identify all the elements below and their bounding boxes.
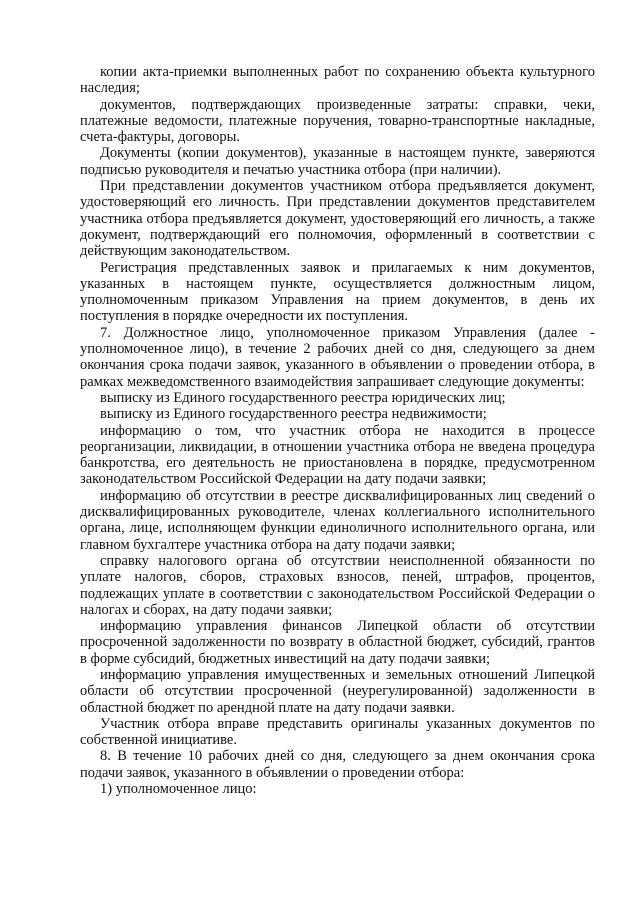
paragraph-14: Участник отбора вправе представить оригиналы указанных документов по собственной инициативе.	[80, 715, 595, 749]
paragraph-15: 8. В течение 10 рабочих дней со дня, следующего за днем окончания срока подачи заявок, указанного в объявлении о проведении отбора:	[80, 748, 595, 781]
paragraph-9: информацию о том, что участник отбора не находится в процессе реорганизации, ликвидации, в отношении участника отбора не введена процедура банкротства, его деятельность не приостановлена в порядке, предусмотренном законодательством Российской Федерации на дату подачи заявки;	[80, 422, 595, 488]
paragraph-4: При представлении документов участником отбора предъявляется документ, удостоверяющий его личность. При представлении документов представителем участника отбора предъявляется документ, удостоверяющий его личность, а также документ, подтверждающий его полномочия, оформленный в соответствии с действующим законодательством.	[80, 178, 595, 260]
paragraph-6: 7. Должностное лицо, уполномоченное приказом Управления (далее - уполномоченное лицо), в течение 2 рабочих дней со дня, следующего за днем окончания срока подачи заявок, указанного в объявлении о проведении отбора, в рамках межведомственного взаимодействия запрашивает следующие документы:	[80, 324, 595, 390]
paragraph-16: 1) уполномоченное лицо:	[100, 781, 257, 798]
paragraph-1: копии акта-приемки выполненных работ по сохранению объекта культурного наследия;	[80, 64, 595, 97]
document-page	[80, 64, 595, 797]
paragraph-3: Документы (копии документов), указанные в настоящем пункте, заверяются подписью руководителя и печатью участника отбора (при наличии).	[80, 145, 595, 178]
paragraph-5: Регистрация представленных заявок и прилагаемых к ним документов, указанных в настоящем пункте, осуществляется должностным лицом, уполномоченным приказом Управления на прием документов, в день их поступления в порядке очередности их поступления.	[80, 259, 595, 325]
paragraph-12: информацию управления финансов Липецкой области об отсутствии просроченной задолженности по возврату в областной бюджет, субсидий, грантов в форме субсидий, бюджетных инвестиций на дату подачи заявки;	[80, 618, 595, 667]
paragraph-13: информацию управления имущественных и земельных отношений Липецкой области об отсутствии просроченной (неурегулированной) задолженности в областной бюджет по арендной плате на дату подачи заявки.	[80, 666, 595, 716]
paragraph-11: справку налогового органа об отсутствии неисполненной обязанности по уплате налогов, сборов, страховых взносов, пеней, штрафов, процентов, подлежащих уплате в соответствии с законодательством Российской Федерации о налогах и сборах, на дату подачи заявки;	[80, 552, 595, 618]
paragraph-2: документов, подтверждающих произведенные затраты: справки, чеки, платежные ведомости, платежные поручения, товарно-транспортные накладные, счета-фактуры, договоры.	[80, 96, 595, 146]
paragraph-8: выписку из Единого государственного реестра недвижимости;	[100, 406, 487, 423]
paragraph-7: выписку из Единого государственного реестра юридических лиц;	[100, 389, 506, 406]
paragraph-10: информацию об отсутствии в реестре дисквалифицированных лиц сведений о дисквалифицированных руководителе, членах коллегиального исполнительного органа, лице, исполняющем функции единоличного исполнительного органа, или главном бухгалтере участника отбора на дату подачи заявки;	[80, 487, 595, 553]
